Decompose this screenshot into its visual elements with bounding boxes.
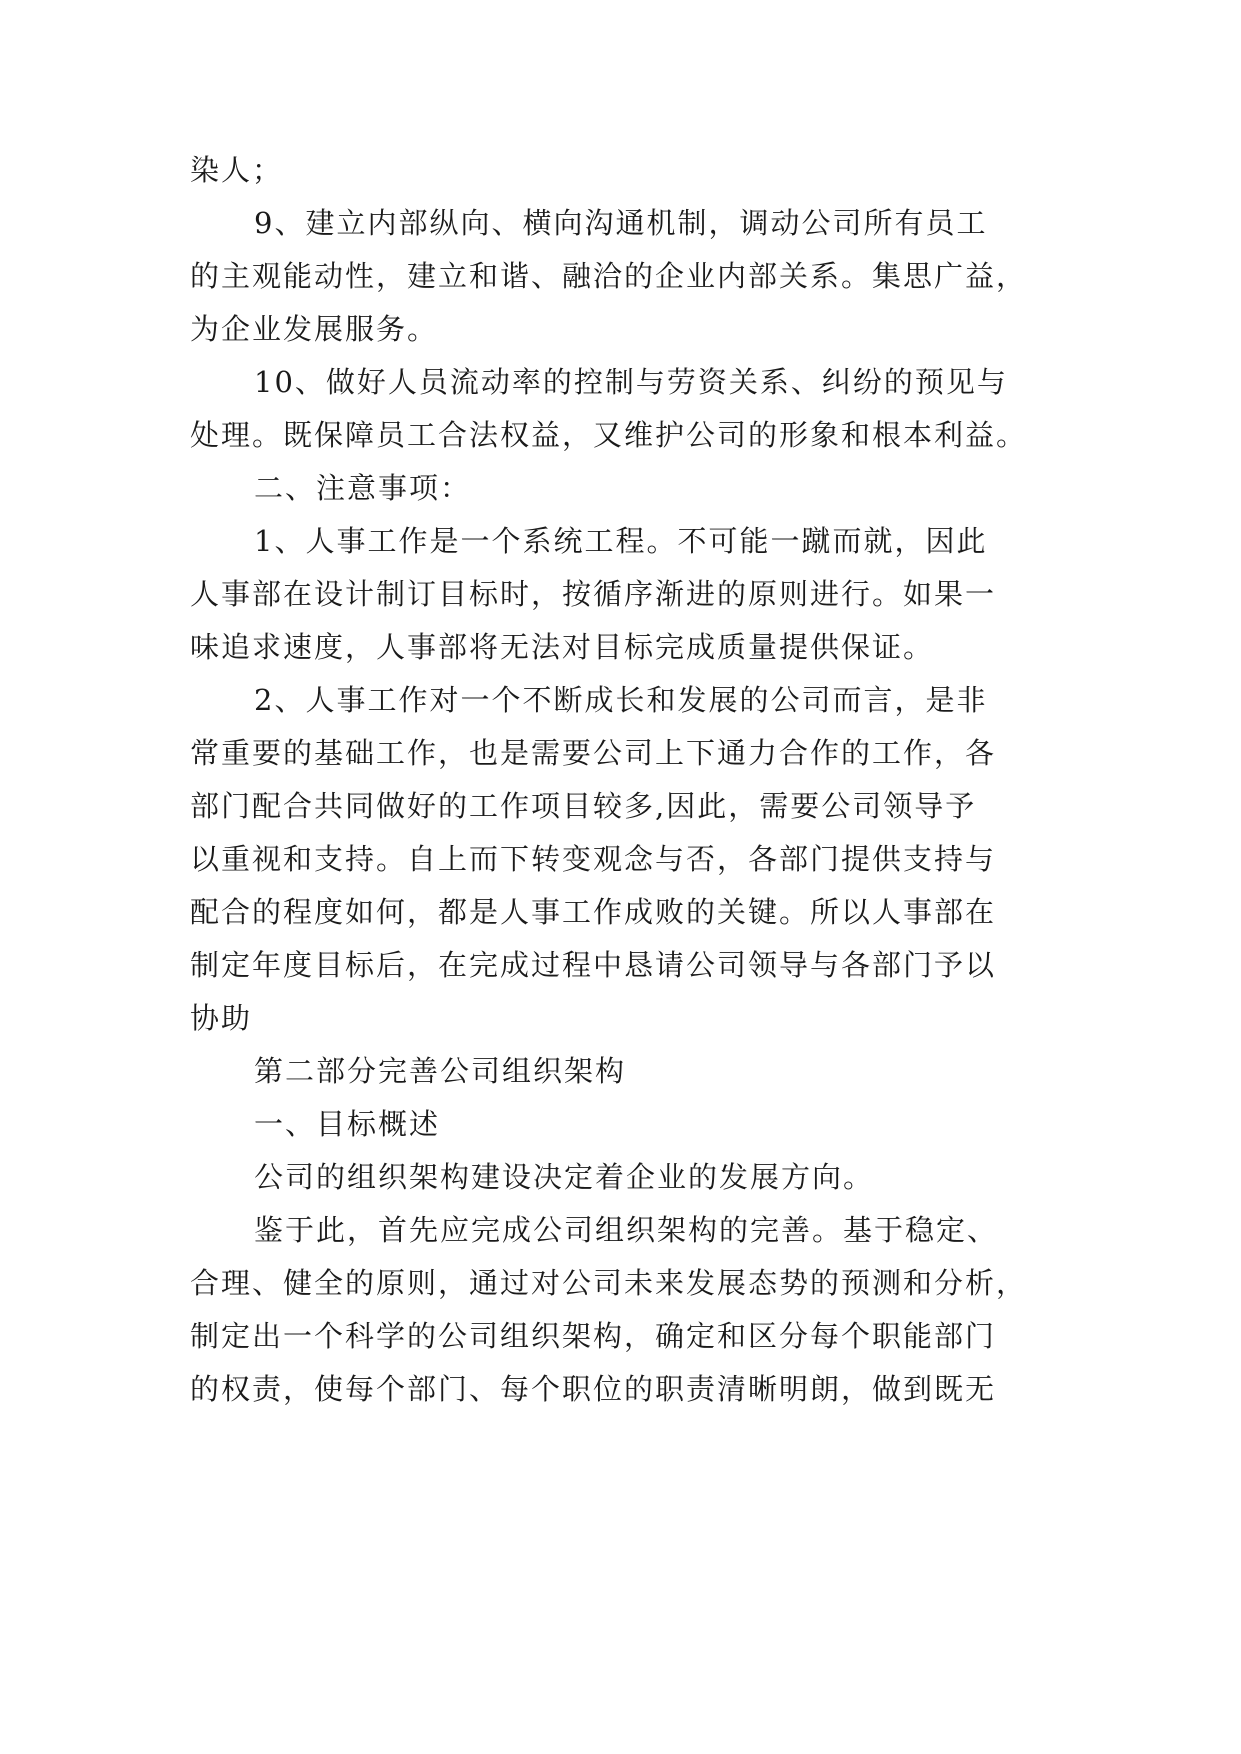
part-heading: 第二部分完善公司组织架构 — [254, 1054, 627, 1088]
text-line: 合理、健全的原则，通过对公司未来发展态势的预测和分析， — [190, 1266, 1028, 1300]
text-line: 常重要的基础工作，也是需要公司上下通力合作的工作，各 — [190, 736, 997, 770]
text-line: 染人； — [190, 153, 284, 187]
text-line: 部门配合共同做好的工作项目较多,因此，需要公司领导予 — [190, 789, 977, 823]
text-line: 制定出一个科学的公司组织架构，确定和区分每个职能部门 — [190, 1319, 997, 1353]
text-line: 公司的组织架构建设决定着企业的发展方向。 — [254, 1160, 875, 1194]
text-line: 人事部在设计制订目标时，按循序渐进的原则进行。如果一 — [190, 577, 997, 611]
text-line: 9、建立内部纵向、横向沟通机制，调动公司所有员工 — [254, 206, 988, 240]
text-line: 以重视和支持。自上而下转变观念与否，各部门提供支持与 — [190, 842, 997, 876]
text-line: 处理。既保障员工合法权益，又维护公司的形象和根本利益。 — [190, 418, 1028, 452]
text-line: 2、人事工作对一个不断成长和发展的公司而言，是非 — [254, 683, 988, 717]
text-line: 鉴于此，首先应完成公司组织架构的完善。基于稳定、 — [254, 1213, 999, 1247]
text-line: 协助 — [190, 1001, 253, 1035]
text-line: 制定年度目标后，在完成过程中恳请公司领导与各部门予以 — [190, 948, 997, 982]
text-line: 配合的程度如何，都是人事工作成败的关键。所以人事部在 — [190, 895, 997, 929]
text-line: 的主观能动性，建立和谐、融洽的企业内部关系。集思广益， — [190, 259, 1028, 293]
text-line: 10、做好人员流动率的控制与劳资关系、纠纷的预见与 — [254, 365, 1008, 399]
text-line: 为企业发展服务。 — [190, 312, 439, 346]
section-heading: 一、目标概述 — [254, 1107, 441, 1141]
text-line: 的权责，使每个部门、每个职位的职责清晰明朗，做到既无 — [190, 1372, 997, 1406]
section-heading: 二、注意事项： — [254, 471, 472, 505]
text-line: 味追求速度，人事部将无法对目标完成质量提供保证。 — [190, 630, 935, 664]
text-line: 1、人事工作是一个系统工程。不可能一蹴而就，因此 — [254, 524, 988, 558]
